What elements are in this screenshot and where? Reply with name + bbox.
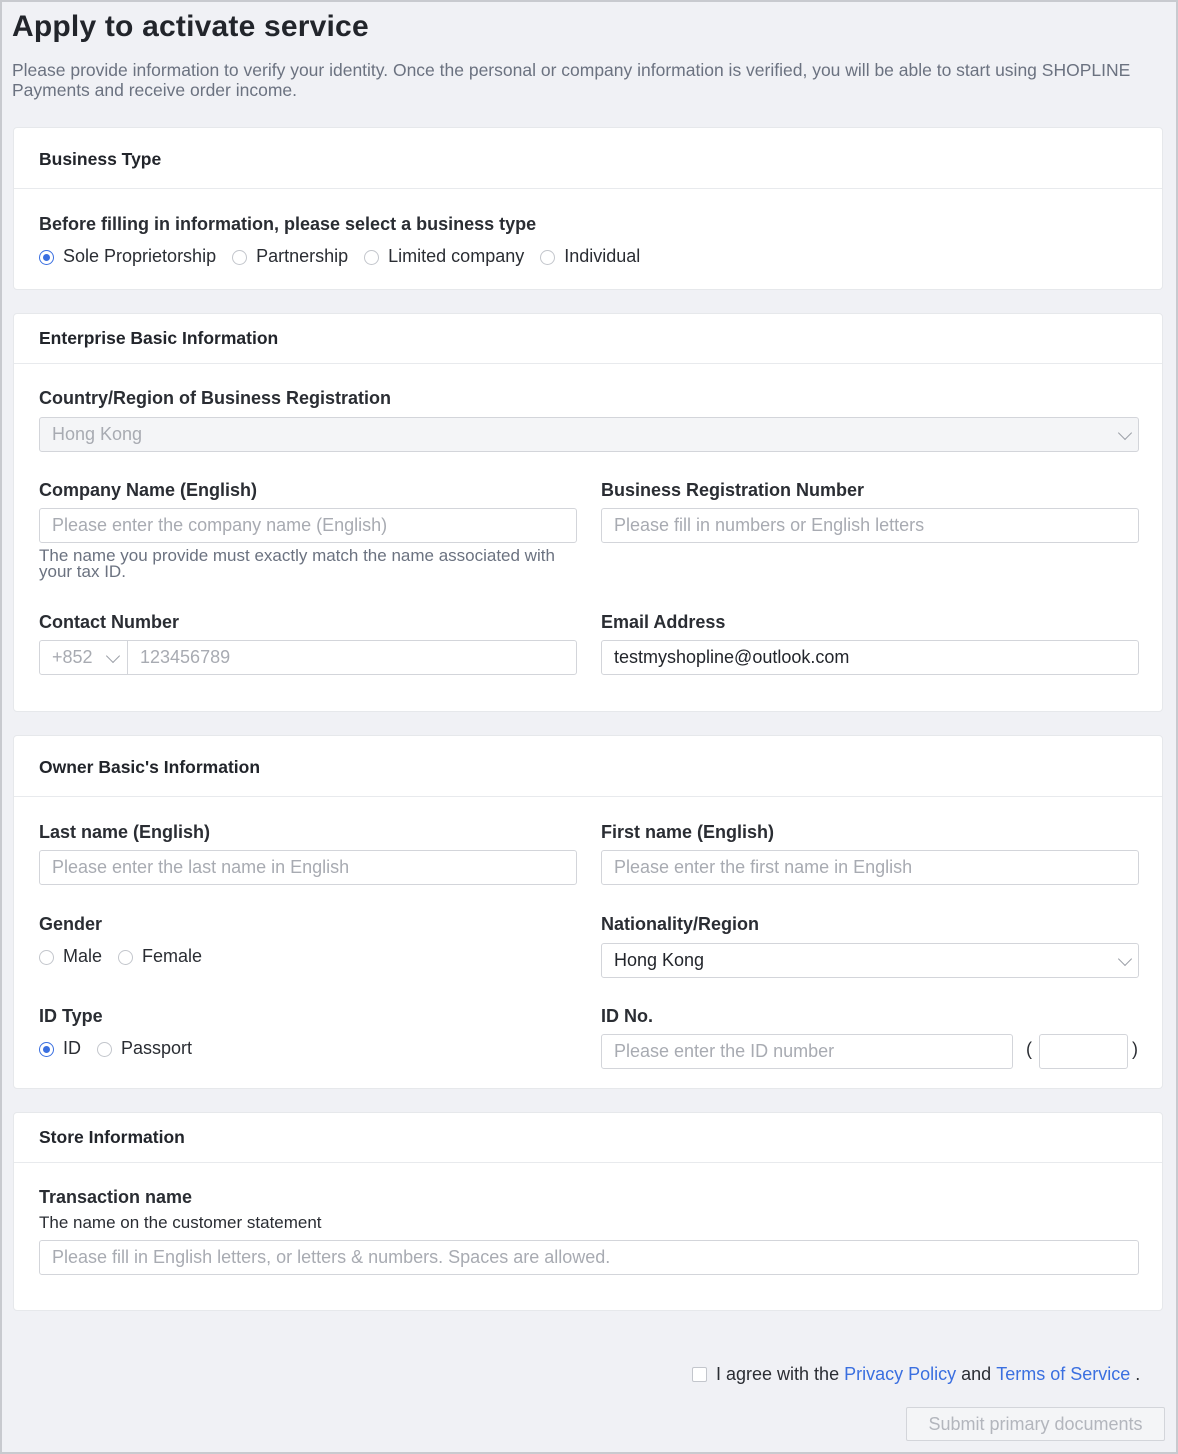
country-value: Hong Kong — [52, 424, 143, 444]
radio-label: ID — [63, 1038, 81, 1058]
nationality-value: Hong Kong — [614, 950, 705, 970]
enterprise-card — [13, 313, 1163, 712]
email-label: Email Address — [601, 612, 726, 632]
brn-input[interactable]: Please fill in numbers or English letters — [601, 508, 1139, 543]
first-name-input[interactable]: Please enter the first name in English — [601, 850, 1139, 885]
owner-card — [13, 735, 1163, 1089]
radio-icon[interactable] — [232, 250, 247, 265]
agree-checkbox[interactable] — [692, 1367, 707, 1382]
country-code-select[interactable] — [39, 640, 129, 675]
page-description: Please provide information to verify your identity. Once the personal or company information is verified, you will be able to start using SHOPLINE Payments and receive order income. — [12, 60, 1131, 100]
privacy-policy-link[interactable]: Privacy Policy — [844, 1364, 957, 1384]
company-name-label: Company Name (English) — [39, 480, 258, 500]
radio-passport[interactable] — [97, 1038, 192, 1059]
last-name-label: Last name (English) — [39, 822, 211, 842]
page-title: Apply to activate service — [12, 10, 369, 43]
transaction-name-label: Transaction name — [39, 1187, 193, 1207]
radio-label: Partnership — [256, 246, 349, 266]
radio-label: Individual — [564, 246, 641, 266]
radio-icon-selected[interactable] — [39, 250, 54, 265]
radio-male[interactable] — [39, 946, 102, 967]
radio-individual[interactable] — [540, 246, 640, 267]
last-name-input[interactable]: Please enter the last name in English — [39, 850, 577, 885]
country-select[interactable] — [39, 417, 1139, 452]
radio-label: Limited company — [388, 246, 525, 266]
first-name-label: First name (English) — [601, 822, 775, 842]
radio-icon[interactable] — [364, 250, 379, 265]
radio-icon-selected[interactable] — [39, 1042, 54, 1057]
id-no-input[interactable]: Please enter the ID number — [601, 1034, 1013, 1069]
radio-icon[interactable] — [118, 950, 133, 965]
email-input[interactable]: testmyshopline@outlook.com — [601, 640, 1139, 675]
company-name-hint: The name you provide must exactly match the name associated with your tax ID. — [39, 546, 555, 581]
business-type-card — [13, 127, 1163, 290]
company-name-input[interactable]: Please enter the company name (English) — [39, 508, 577, 543]
radio-sole-proprietorship[interactable] — [39, 246, 216, 267]
transaction-name-input[interactable]: Please fill in English letters, or letters & numbers. Spaces are allowed. — [39, 1240, 1139, 1275]
radio-id[interactable] — [39, 1038, 81, 1059]
contact-number-label: Contact Number — [39, 612, 180, 632]
country-label: Country/Region of Business Registration — [39, 388, 392, 408]
radio-partnership[interactable] — [232, 246, 348, 267]
radio-icon[interactable] — [39, 950, 54, 965]
id-check-open-paren: ( — [1026, 1039, 1032, 1059]
id-check-digit-input[interactable] — [1039, 1034, 1128, 1069]
business-type-prompt: Before filling in information, please select a business type — [39, 214, 537, 234]
radio-label: Female — [142, 946, 203, 966]
radio-label: Male — [63, 946, 103, 966]
radio-limited-company[interactable] — [364, 246, 524, 267]
chevron-down-icon — [1118, 952, 1132, 966]
nationality-label: Nationality/Region — [601, 914, 760, 934]
brn-label: Business Registration Number — [601, 480, 865, 500]
business-type-header: Business Type — [14, 128, 1162, 189]
contact-number-input[interactable]: 123456789 — [127, 640, 577, 675]
id-type-radio-group — [39, 1038, 208, 1059]
owner-header: Owner Basic's Information — [14, 736, 1162, 797]
chevron-down-icon — [106, 649, 120, 663]
terms-of-service-link[interactable]: Terms of Service — [996, 1364, 1131, 1384]
enterprise-header: Enterprise Basic Information — [14, 314, 1162, 364]
store-header: Store Information — [14, 1113, 1162, 1163]
radio-label: Passport — [121, 1038, 193, 1058]
agree-and: and — [961, 1364, 992, 1384]
agree-prefix: I agree with the — [716, 1364, 840, 1384]
id-check-close-paren: ) — [1132, 1039, 1138, 1059]
gender-radio-group — [39, 946, 218, 967]
transaction-name-hint: The name on the customer statement — [39, 1213, 322, 1232]
gender-label: Gender — [39, 914, 103, 934]
business-type-radio-group — [39, 246, 656, 267]
radio-label: Sole Proprietorship — [63, 246, 217, 266]
chevron-down-icon — [1118, 426, 1132, 440]
store-card — [13, 1112, 1163, 1311]
radio-icon[interactable] — [540, 250, 555, 265]
id-no-label: ID No. — [601, 1006, 653, 1026]
country-code-value: +852 — [52, 647, 93, 667]
agreement-row — [692, 1364, 1140, 1385]
submit-button[interactable]: Submit primary documents — [906, 1407, 1165, 1441]
id-type-label: ID Type — [39, 1006, 103, 1026]
agree-period: . — [1135, 1364, 1141, 1384]
nationality-select[interactable] — [601, 943, 1139, 978]
radio-icon[interactable] — [97, 1042, 112, 1057]
radio-female[interactable] — [118, 946, 202, 967]
